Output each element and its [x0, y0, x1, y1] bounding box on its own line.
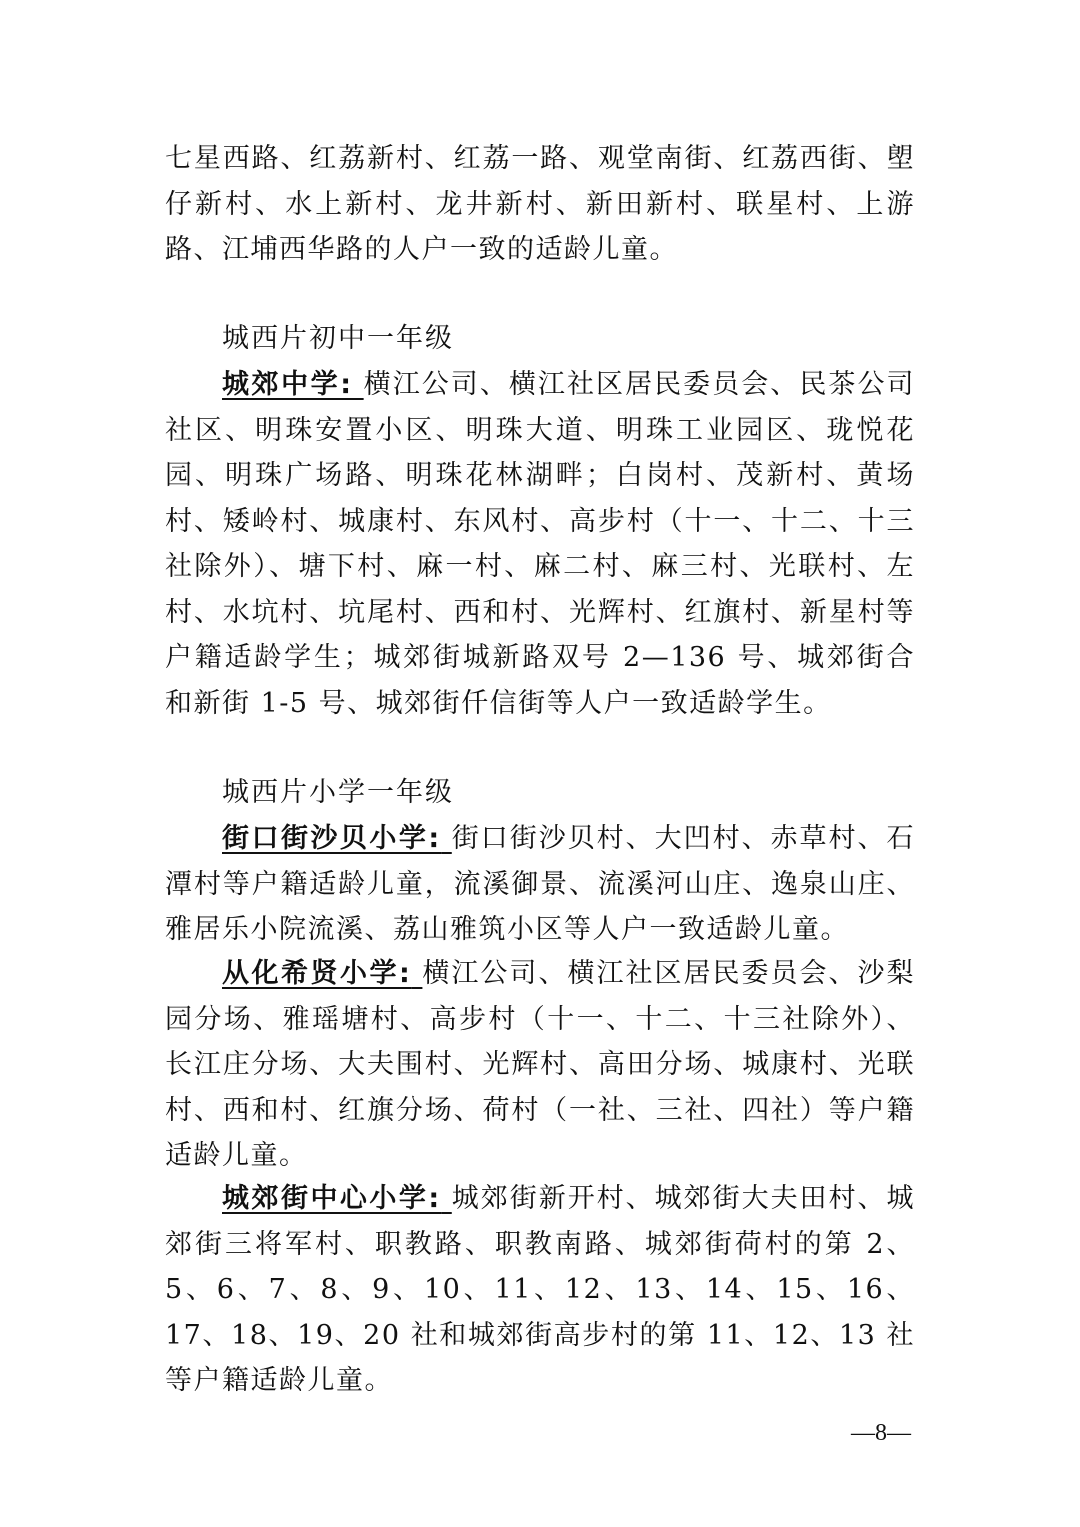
- school-name: 街口街沙贝小学:: [222, 823, 442, 854]
- school-name: 城郊街中心小学:: [222, 1183, 442, 1214]
- page-number: —8—: [851, 1420, 911, 1446]
- school-area-text: 横江公司、横江社区居民委员会、民茶公司社区、明珠安置小区、明珠大道、明珠工业园区、珑悦花园、明珠广场路、明珠花林湖畔；白岗村、茂新村、黄场村、矮岭村、城康村、东风村、高步村（十一、十二、十三社除外）、塘下村、麻一村、麻二村、麻三村、光联村、左村、水坑村、坑尾村、西和村、光辉村、红旗村、新星村等户籍适龄学生；城郊街城新路双号 2—136 号、城郊街合和新街 1-5 号、城郊街仟信街等人户一致适龄学生。: [165, 369, 915, 719]
- intro-paragraph: 七星西路、红荔新村、红荔一路、观堂南街、红荔西街、塱仔新村、水上新村、龙井新村、新田新村、联星村、上游路、江埔西华路的人户一致的适龄儿童。: [165, 143, 915, 265]
- school-area-text: 街口街沙贝村、大凹村、赤草村、石潭村等户籍适龄儿童，流溪御景、流溪河山庄、逸泉山庄、雅居乐小院流溪、荔山雅筑小区等人户一致适龄儿童。: [165, 823, 915, 945]
- school-area-text: 城郊街新开村、城郊街大夫田村、城郊街三将军村、职教路、职教南路、城郊街荷村的第 2、5、6、7、8、9、10、11、12、13、14、15、16、17、18、19、20 社和城郊街高步村的第 11、12、13 社等户籍适龄儿童。: [165, 1183, 915, 1396]
- school-name: 从化希贤小学:: [222, 958, 412, 989]
- middle-school-entry: [165, 362, 915, 726]
- primary-school-entry-2: [165, 951, 915, 1179]
- school-name: 城郊中学:: [222, 369, 353, 400]
- primary-school-entry-3: [165, 1176, 915, 1404]
- school-area-text: 横江公司、横江社区居民委员会、沙梨园分场、雅瑶塘村、高步村（十一、十二、十三社除外）、长江庄分场、大夫围村、光辉村、高田分场、城康村、光联村、西和村、红旗分场、荷村（一社、三社、四社）等户籍适龄儿童。: [165, 958, 915, 1171]
- middle-school-heading: 城西片初中一年级: [222, 323, 454, 354]
- primary-school-heading: 城西片小学一年级: [222, 777, 454, 808]
- primary-school-entry-1: [165, 816, 915, 953]
